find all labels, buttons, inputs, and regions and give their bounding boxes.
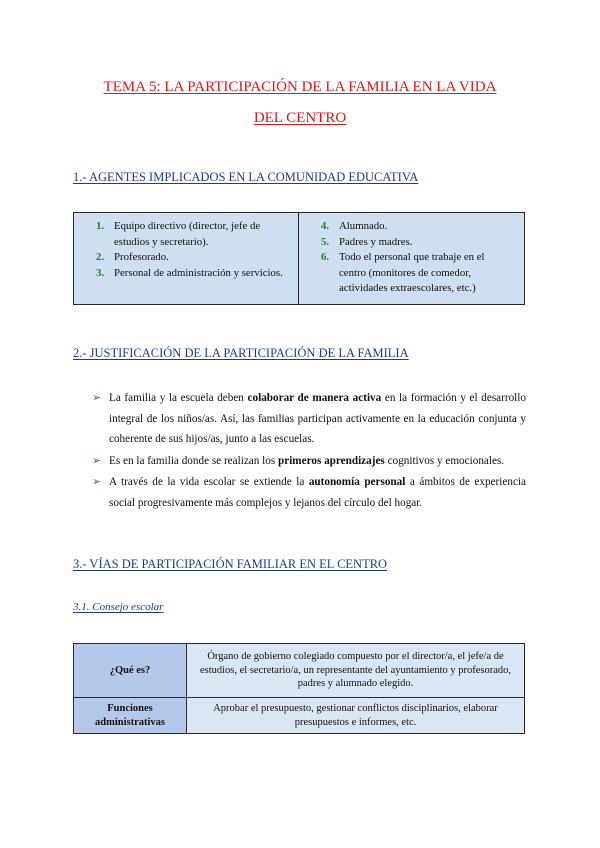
bullet-text-bold: primeros aprendizajes bbox=[278, 454, 385, 467]
section-2-heading: 2.- JUSTIFICACIÓN DE LA PARTICIPACIÓN DE LA FAMILIA bbox=[73, 346, 409, 360]
bullet-text-pre: La familia y la escuela deben bbox=[109, 392, 248, 404]
bullet-text-pre: Es en la familia donde se realizan los bbox=[109, 454, 278, 467]
item-text: Profesorado. bbox=[114, 251, 169, 263]
list-item bbox=[74, 250, 298, 266]
item-number: 1. bbox=[96, 220, 105, 232]
item-number: 4. bbox=[321, 220, 330, 232]
section-1-heading: 1.- AGENTES IMPLICADOS EN LA COMUNIDAD EDUCATIVA bbox=[73, 170, 419, 184]
item-number: 5. bbox=[321, 235, 330, 248]
arrow-bullet-icon: ➢ bbox=[92, 392, 102, 404]
list-item bbox=[74, 266, 298, 282]
table-row bbox=[74, 644, 525, 698]
item-number: 6. bbox=[321, 251, 330, 263]
bullet-item bbox=[92, 451, 526, 472]
document-title bbox=[60, 74, 540, 131]
justification-list bbox=[92, 388, 526, 514]
item-number: 2. bbox=[96, 251, 105, 263]
title-line-2: DEL CENTRO bbox=[253, 110, 347, 126]
bullet-text-post: a ámbitos de experiencia social progresivamente más complejos y lejanos del círculo del hogar. bbox=[109, 476, 526, 509]
title-line-1: TEMA 5: LA PARTICIPACIÓN DE LA FAMILIA EN LA VIDA bbox=[103, 79, 497, 95]
list-item bbox=[299, 235, 524, 251]
consejo-escolar-table bbox=[73, 643, 525, 734]
list-item bbox=[299, 250, 524, 297]
bullet-text-bold: autonomía personal bbox=[308, 476, 406, 488]
item-number: 3. bbox=[96, 266, 105, 279]
bullet-text-pre: A través de la vida escolar se extiende la bbox=[109, 476, 309, 488]
section-3-heading: 3.- VÍAS DE PARTICIPACIÓN FAMILIAR EN EL CENTRO bbox=[73, 557, 388, 571]
item-text: Equipo directivo (director, jefe de estudios y secretario). bbox=[114, 220, 261, 248]
bullet-text-post: cognitivos y emocionales. bbox=[384, 454, 505, 467]
bullet-text-bold: colaborar de manera activa bbox=[247, 392, 382, 404]
row-label: ¿Qué es? bbox=[74, 644, 187, 698]
bullet-item bbox=[92, 472, 526, 513]
table-row bbox=[74, 698, 525, 734]
row-value: Aprobar el presupuesto, gestionar conflictos disciplinarios, elaborar presupuestos e informes, etc. bbox=[187, 698, 525, 734]
arrow-bullet-icon: ➢ bbox=[92, 454, 102, 467]
row-label: Funciones administrativas bbox=[74, 698, 187, 734]
row-value: Órgano de gobierno colegiado compuesto por el director/a, el jefe/a de estudios, el secretario/a, un representante del ayuntamiento y profesorado, padres y alumnado elegido. bbox=[187, 644, 525, 698]
list-item bbox=[299, 219, 524, 235]
bullet-text-post: en la formación y el desarrollo integral de los niños/as. Así, las familias participan activamente en la educación conjunta y coherente de sus hijos/as, junto a las escuelas. bbox=[109, 392, 526, 445]
subsection-3-1-heading: 3.1. Consejo escolar bbox=[73, 601, 164, 613]
item-text: Padres y madres. bbox=[339, 235, 413, 248]
list-item bbox=[74, 219, 298, 250]
bullet-item bbox=[92, 388, 526, 450]
item-text: Personal de administración y servicios. bbox=[114, 266, 283, 279]
agents-right-column bbox=[299, 213, 524, 304]
item-text: Todo el personal que trabaje en el centro (monitores de comedor, actividades extraescolares, etc.) bbox=[339, 251, 485, 294]
item-text: Alumnado. bbox=[339, 220, 388, 232]
arrow-bullet-icon: ➢ bbox=[92, 476, 102, 488]
agents-left-column bbox=[74, 213, 299, 304]
agents-box bbox=[73, 212, 525, 305]
